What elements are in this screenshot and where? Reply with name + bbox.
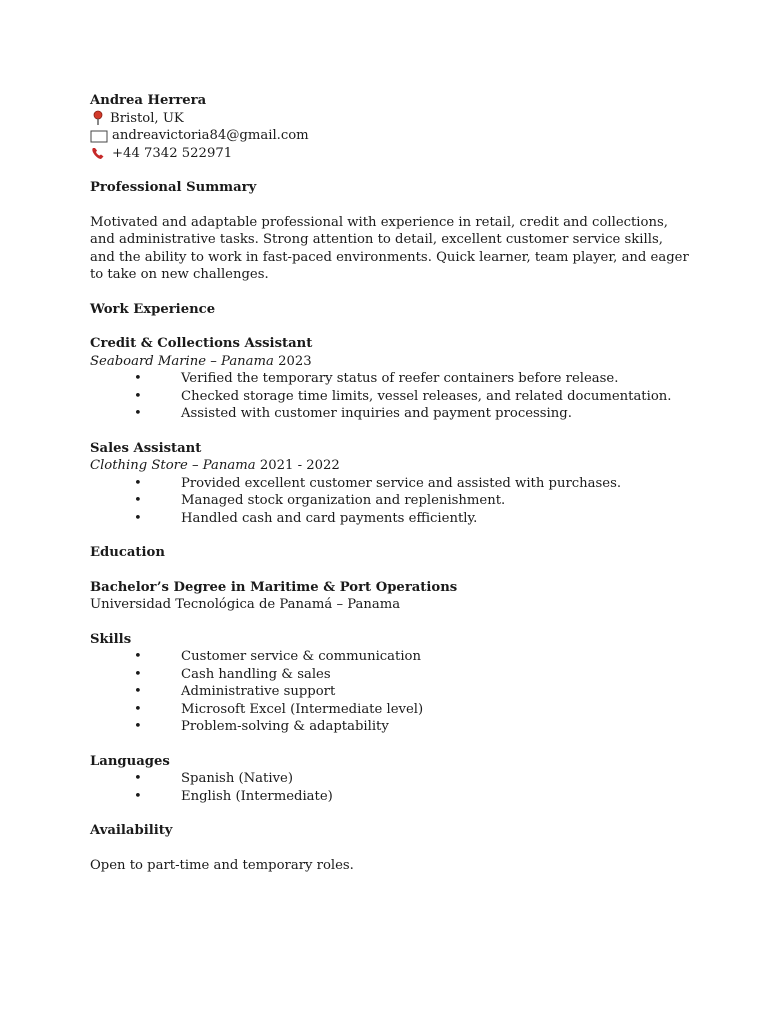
envelope-icon bbox=[90, 128, 108, 144]
contact-phone bbox=[90, 145, 690, 163]
location-pin-icon bbox=[90, 110, 106, 126]
job-entry bbox=[90, 335, 690, 423]
candidate-name: Andrea Herrera bbox=[90, 93, 207, 108]
job-title: Sales Assistant bbox=[90, 440, 202, 456]
list-item: • Administrative support bbox=[90, 683, 690, 701]
job-bullets bbox=[90, 370, 690, 423]
phone-text: +44 7342 522971 bbox=[112, 145, 233, 161]
availability-heading: Availability bbox=[90, 823, 173, 838]
skills-heading: Skills bbox=[90, 631, 132, 647]
list-item: • Assisted with customer inquiries and payment processing. bbox=[90, 405, 690, 423]
education-heading: Education bbox=[90, 545, 165, 560]
contact-email bbox=[90, 127, 690, 145]
list-item: • Cash handling & sales bbox=[90, 666, 690, 684]
availability-text: Open to part-time and temporary roles. bbox=[90, 857, 354, 873]
list-item: • Managed stock organization and replenishment. bbox=[90, 492, 690, 510]
skills-list bbox=[90, 648, 690, 736]
experience-heading: Work Experience bbox=[90, 301, 216, 317]
list-item: • Handled cash and card payments efficiently. bbox=[90, 510, 690, 528]
job-company: Clothing Store – Panama bbox=[90, 458, 256, 473]
list-item: • Customer service & communication bbox=[90, 648, 690, 666]
school-name: Universidad Tecnológica de Panamá – Panama bbox=[90, 597, 401, 612]
list-item: • Spanish (Native) bbox=[90, 770, 690, 788]
list-item: • Checked storage time limits, vessel releases, and related documentation. bbox=[90, 388, 690, 406]
job-entry bbox=[90, 440, 690, 528]
email-link[interactable]: andreavictoria84@gmail.com bbox=[112, 128, 309, 143]
phone-icon bbox=[90, 145, 108, 161]
job-meta bbox=[90, 457, 690, 475]
job-bullets bbox=[90, 475, 690, 528]
job-company: Seaboard Marine – Panama bbox=[90, 353, 274, 369]
summary-text: Motivated and adaptable professional with experience in retail, credit and collections, and administrative tasks. Strong attention to detail, excellent customer service skills, and the ability to work in fast-paced environments. Quick learner, team player, and eager to take on new challenges. bbox=[90, 214, 689, 282]
languages-heading: Languages bbox=[90, 753, 170, 769]
job-meta bbox=[90, 353, 690, 371]
list-item: • Microsoft Excel (Intermediate level) bbox=[90, 701, 690, 719]
contact-location bbox=[90, 110, 690, 128]
job-title: Credit & Collections Assistant bbox=[90, 336, 313, 351]
summary-heading: Professional Summary bbox=[90, 180, 257, 195]
degree-title: Bachelor’s Degree in Maritime & Port Operations bbox=[90, 579, 458, 595]
list-item: • Problem-solving & adaptability bbox=[90, 718, 690, 736]
job-dates: 2023 bbox=[278, 353, 312, 369]
list-item: • Verified the temporary status of reefer containers before release. bbox=[90, 370, 690, 388]
list-item: • English (Intermediate) bbox=[90, 788, 690, 806]
languages-list bbox=[90, 770, 690, 805]
list-item: • Provided excellent customer service and assisted with purchases. bbox=[90, 475, 690, 493]
location-text: Bristol, UK bbox=[110, 110, 184, 126]
job-dates: 2021 - 2022 bbox=[259, 458, 340, 473]
resume-content bbox=[90, 92, 690, 874]
